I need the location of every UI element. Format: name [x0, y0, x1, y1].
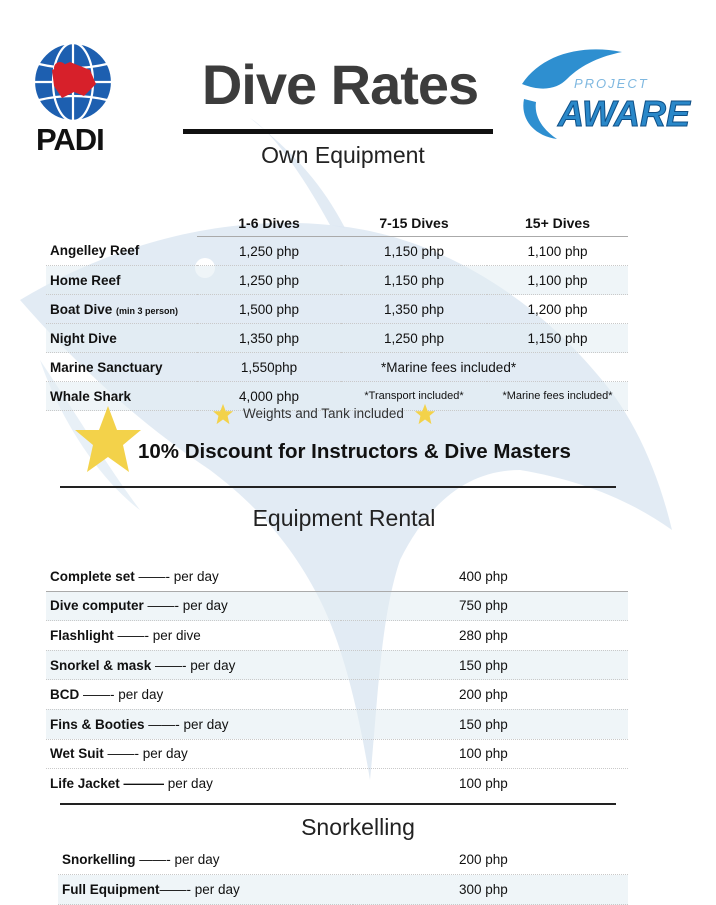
star-icon — [212, 403, 234, 425]
rental-item-name: Wet Suit — [50, 746, 104, 762]
section-divider — [60, 486, 616, 488]
rental-item — [46, 562, 341, 591]
row-name: Home Reef — [46, 266, 197, 295]
rental-item — [46, 739, 341, 769]
rates-col-2: 7-15 Dives — [341, 210, 487, 237]
row-note: (min 3 person) — [116, 305, 179, 316]
table-row — [58, 845, 628, 875]
price-cell: 4,000 php — [197, 382, 341, 411]
row-name: Angelley Reef — [46, 237, 197, 266]
padi-logo — [30, 40, 122, 157]
rental-item-name: Complete set — [50, 568, 135, 584]
table-row — [46, 621, 628, 651]
star-icon — [414, 403, 436, 425]
rental-item — [46, 709, 341, 739]
row-name — [46, 295, 197, 324]
table-row — [46, 237, 628, 266]
weights-note — [212, 400, 432, 428]
section-divider — [60, 803, 616, 805]
globe-icon — [30, 40, 122, 122]
equipment-rental-table — [46, 562, 628, 798]
price-cell: 1,250 php — [197, 237, 341, 266]
price-cell: 1,150 php — [487, 324, 628, 353]
price-cell: 1,350 php — [341, 295, 487, 324]
snorkelling-heading: Snorkelling — [301, 814, 415, 840]
snorkel-item-name: Full Equipment — [62, 882, 160, 897]
rates-col-1: 1-6 Dives — [197, 210, 341, 237]
dive-rates-table — [46, 210, 628, 411]
rental-item-period: ——- per day — [79, 687, 164, 703]
snorkel-item — [58, 875, 353, 905]
rental-item-period: ——- per day — [103, 746, 188, 762]
transport-note: *Transport included* — [341, 382, 487, 411]
rental-item — [46, 650, 341, 680]
table-row — [46, 650, 628, 680]
price-cell: 750 php — [341, 591, 628, 621]
rates-header-empty — [46, 210, 197, 237]
aware-logo-top-text: PROJECT — [574, 76, 649, 91]
table-row — [46, 680, 628, 710]
price-cell: 200 php — [341, 680, 628, 710]
price-cell: 150 php — [341, 709, 628, 739]
rental-item-name: Life Jacket ——— — [50, 775, 165, 791]
price-cell: 1,350 php — [197, 324, 341, 353]
large-star-icon — [72, 403, 144, 475]
table-row — [46, 739, 628, 769]
aware-logo-main-text: AWARE — [558, 93, 691, 134]
equipment-rental-heading: Equipment Rental — [252, 505, 436, 531]
table-row — [46, 769, 628, 798]
price-cell: 200 php — [353, 845, 628, 875]
price-cell: 280 php — [341, 621, 628, 651]
own-equipment-heading: Own Equipment — [261, 142, 425, 168]
price-cell: 400 php — [341, 562, 628, 591]
snorkel-item-name: Snorkelling — [62, 852, 136, 867]
table-row — [58, 875, 628, 905]
rental-item-period: ——- per dive — [113, 627, 201, 643]
rental-item — [46, 591, 341, 621]
table-row — [46, 324, 628, 353]
rental-item-name: Flashlight — [50, 627, 114, 643]
price-cell: 150 php — [341, 650, 628, 680]
rental-item — [46, 769, 341, 798]
row-name: Night Dive — [46, 324, 197, 353]
marine-fee-note: *Marine fees included* — [487, 382, 628, 411]
rates-col-3: 15+ Dives — [487, 210, 628, 237]
padi-logo-text: PADI — [36, 122, 104, 157]
price-cell: 1,200 php — [487, 295, 628, 324]
rental-item-period: per day — [164, 775, 213, 791]
rental-item-period: ——- per day — [143, 598, 228, 614]
price-cell: 1,550php — [197, 353, 341, 382]
project-aware-logo — [512, 44, 691, 144]
rental-item-name: Fins & Booties — [50, 716, 145, 732]
snorkel-item-period: ——- per day — [135, 852, 220, 867]
table-row — [46, 709, 628, 739]
price-cell: 1,500 php — [197, 295, 341, 324]
rental-item-period: ——- per day — [144, 716, 229, 732]
price-cell: 1,100 php — [487, 237, 628, 266]
table-row — [46, 353, 628, 382]
snorkelling-table — [58, 845, 628, 905]
rental-item-period: ——- per day — [134, 568, 219, 584]
weights-note-text: Weights and Tank included — [243, 406, 404, 421]
price-cell: 1,150 php — [341, 266, 487, 295]
discount-banner: 10% Discount for Instructors & Dive Masters — [138, 440, 571, 463]
title-underline — [183, 129, 493, 134]
rental-item-name: Dive computer — [50, 598, 144, 614]
table-row — [46, 266, 628, 295]
price-cell: 1,250 php — [197, 266, 341, 295]
rental-item-name: Snorkel & mask — [50, 657, 152, 673]
table-row — [46, 562, 628, 591]
price-cell: 100 php — [459, 775, 508, 791]
price-cell: 1,150 php — [341, 237, 487, 266]
row-name: Whale Shark — [46, 382, 197, 411]
snorkel-item-period: ——- per day — [159, 882, 240, 897]
page-title: Dive Rates — [201, 53, 479, 116]
price-cell: 1,100 php — [487, 266, 628, 295]
table-row — [46, 591, 628, 621]
rental-item — [46, 680, 341, 710]
rental-item-name: BCD — [50, 687, 80, 703]
price-cell: 1,250 php — [341, 324, 487, 353]
price-cell: 100 php — [341, 739, 628, 769]
row-name-text: Boat Dive — [50, 301, 113, 317]
rental-item-period: ——- per day — [151, 657, 236, 673]
table-row — [46, 295, 628, 324]
price-cell: 300 php — [353, 875, 628, 905]
marine-fee-note: *Marine fees included* — [341, 353, 628, 382]
snorkel-item — [58, 845, 353, 875]
row-name: Marine Sanctuary — [46, 353, 197, 382]
rental-item — [46, 621, 341, 651]
